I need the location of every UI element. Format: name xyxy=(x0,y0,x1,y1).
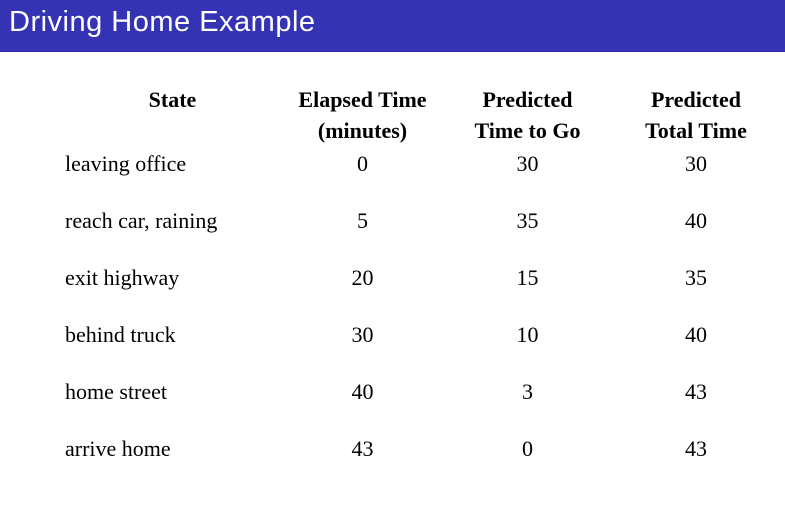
total-time-cell: 40 xyxy=(685,322,707,347)
total-time-cell: 35 xyxy=(685,265,707,290)
column-header-total-line2: Total Time xyxy=(645,118,747,143)
table-body xyxy=(65,146,782,461)
column-header-ttg-line2: Time to Go xyxy=(474,118,581,143)
elapsed-time-cell: 43 xyxy=(351,436,374,461)
elapsed-time-cell: 20 xyxy=(351,265,374,290)
driving-home-table xyxy=(65,84,782,461)
column-header-elapsed-line2: (minutes) xyxy=(317,118,408,143)
table-row xyxy=(65,176,782,233)
column-header-elapsed-line1: Elapsed Time xyxy=(298,87,427,112)
time-to-go-cell: 15 xyxy=(516,265,539,290)
state-cell: behind truck xyxy=(65,322,176,347)
total-time-cell: 43 xyxy=(685,379,707,404)
column-header-ttg-line1: Predicted xyxy=(482,87,573,112)
state-cell: leaving office xyxy=(65,151,187,176)
state-cell: home street xyxy=(65,379,168,404)
table-header xyxy=(65,84,782,146)
column-header-elapsed-time xyxy=(280,84,445,146)
total-time-cell: 30 xyxy=(685,151,707,176)
state-cell: reach car, raining xyxy=(65,208,218,233)
time-to-go-cell: 35 xyxy=(516,208,539,233)
column-header-time-to-go xyxy=(445,84,610,146)
table-row xyxy=(65,233,782,290)
table-row xyxy=(65,347,782,404)
title-bar xyxy=(0,0,785,52)
column-header-total-time xyxy=(610,84,782,146)
elapsed-time-cell: 40 xyxy=(351,379,374,404)
time-to-go-cell: 30 xyxy=(516,151,539,176)
time-to-go-cell: 10 xyxy=(516,322,539,347)
time-to-go-cell: 3 xyxy=(522,379,533,404)
elapsed-time-cell: 5 xyxy=(357,208,368,233)
column-header-state xyxy=(65,84,280,146)
total-time-cell: 43 xyxy=(685,436,707,461)
column-header-state-line1: State xyxy=(148,87,197,112)
state-cell: arrive home xyxy=(65,436,171,461)
table-row xyxy=(65,290,782,347)
table-row xyxy=(65,404,782,461)
table-row xyxy=(65,146,782,176)
total-time-cell: 40 xyxy=(685,208,707,233)
elapsed-time-cell: 0 xyxy=(357,151,368,176)
elapsed-time-cell: 30 xyxy=(351,322,374,347)
state-cell: exit highway xyxy=(65,265,180,290)
time-to-go-cell: 0 xyxy=(522,436,533,461)
column-header-total-line1: Predicted xyxy=(650,87,741,112)
slide-title: Driving Home Example xyxy=(9,6,316,38)
